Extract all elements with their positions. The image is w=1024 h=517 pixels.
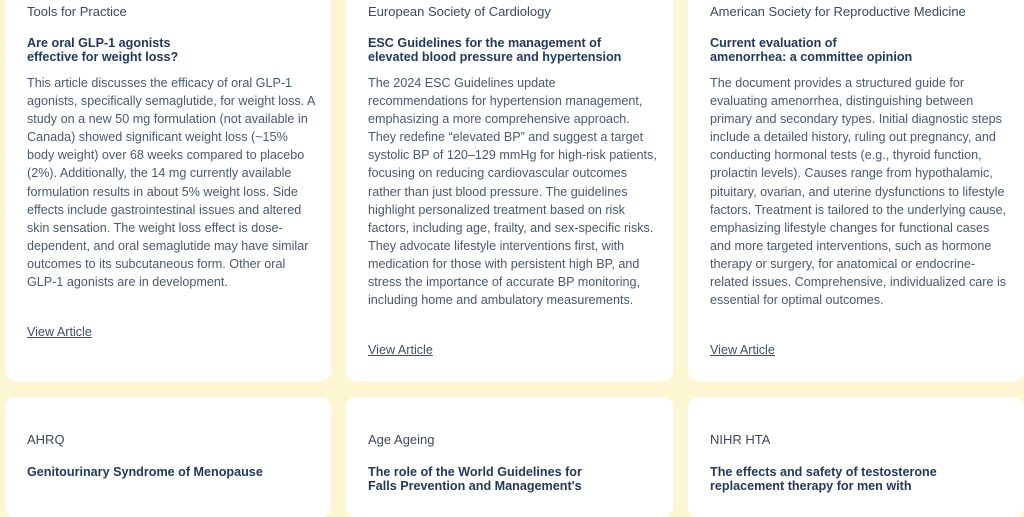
article-summary: The document provides a structured guide for evaluating amenorrhea, distinguishing between primary and secondary types. Initial diagnostic steps include a detailed history, ruling out pregnancy, and conducting hormonal tests (e.g., thyroid function, prolactin levels). Causes range from hypothalamic, pituitary, ovarian, and uterine dysfunctions to lifestyle factors. Treatment is tailored to the underlying cause, emphasizing lifestyle changes for functional cases and more targeted interventions, such as hormone therapy or surgery, for anatomical or endocrine-related issues. Comprehensive, individualized care is essential for optimal outcomes. — [710, 76, 1007, 308]
article-source: Age Ageing — [368, 432, 435, 447]
article-card — [5, 0, 331, 381]
article-card — [346, 397, 673, 517]
article-card — [688, 0, 1024, 381]
article-title: Are oral GLP-1 agonists effective for weight loss? — [27, 36, 179, 64]
article-source: European Society of Cardiology — [368, 4, 551, 19]
article-title: Current evaluation of amenorrhea: a committee opinion — [710, 36, 913, 64]
article-source: American Society for Reproductive Medicine — [710, 4, 966, 19]
article-card — [688, 397, 1024, 517]
article-title: ESC Guidelines for the management of elevated blood pressure and hypertension — [368, 36, 622, 64]
article-title: Genitourinary Syndrome of Menopause — [27, 465, 263, 479]
article-summary: This article discusses the efficacy of oral GLP-1 agonists, specifically semaglutide, for weight loss. A study on a new 50 mg formulation (not available in Canada) showed significant weight loss (~15% body weight) over 68 weeks compared to placebo (2%). Additionally, the 14 mg currently available formulation results in about 5% weight loss. Side effects include gastrointestinal issues and altered skin sensation. The weight loss effect is dose-dependent, and oral semaglutide may have similar outcomes to its subcutaneous form. Other oral GLP-1 agonists are in development. — [27, 76, 315, 290]
view-article-link[interactable]: View Article — [27, 325, 92, 339]
view-article-link[interactable]: View Article — [710, 343, 775, 357]
article-title: The effects and safety of testosterone replacement therapy for men with — [710, 465, 937, 493]
view-article-link[interactable]: View Article — [368, 343, 433, 357]
article-title: The role of the World Guidelines for Falls Prevention and Management's — [368, 465, 582, 493]
article-card — [346, 0, 673, 381]
article-source: AHRQ — [27, 432, 65, 447]
article-card — [5, 397, 331, 517]
article-source: Tools for Practice — [27, 4, 127, 19]
article-summary: The 2024 ESC Guidelines update recommendations for hypertension management, emphasizing a more comprehensive approach. They redefine “elevated BP” and suggest a target systolic BP of 120–129 mmHg for high-risk patients, focusing on reducing cardiovascular outcomes rather than just blood pressure. The guidelines highlight personalized treatment based on risk factors, including age, frailty, and sex-specific risks. They advocate lifestyle interventions first, with medication for those with persistent high BP, and stress the importance of accurate BP monitoring, including home and ambulatory measurements. — [368, 76, 657, 308]
article-source: NIHR HTA — [710, 432, 771, 447]
